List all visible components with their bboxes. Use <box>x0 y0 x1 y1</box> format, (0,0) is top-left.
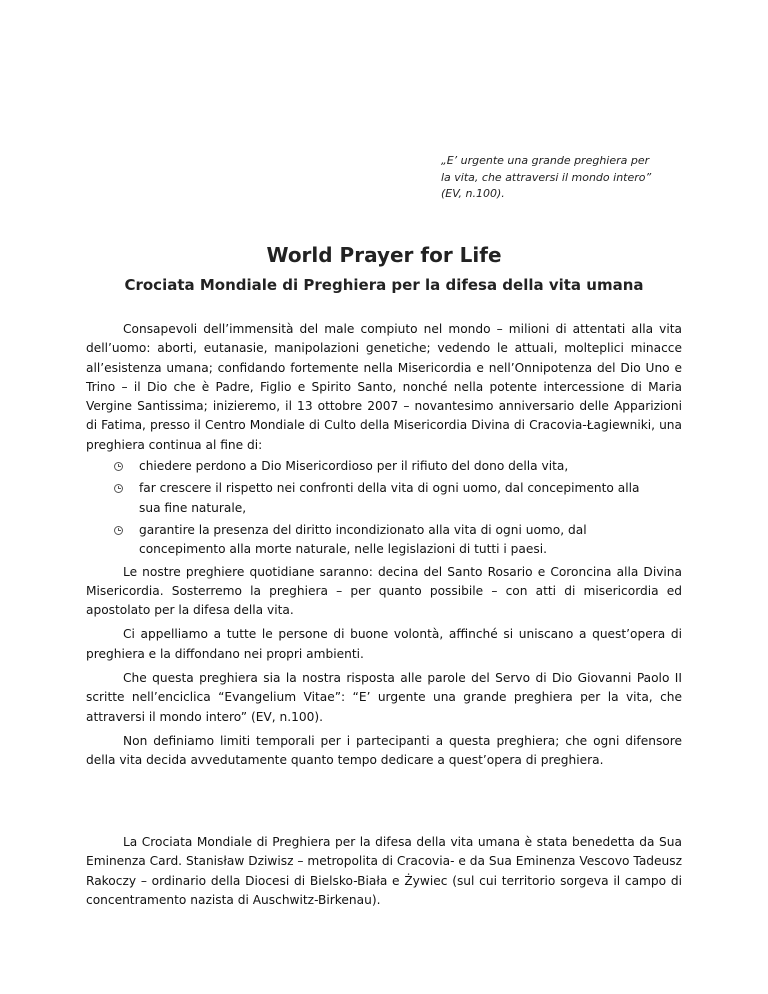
list-item <box>86 457 682 476</box>
clock-bullet-icon <box>114 462 123 471</box>
epigraph-citation: (EV, n.100). <box>441 187 505 200</box>
body-paragraph: Ci appelliamo a tutte le persone di buone volontà, affinché si uniscano a quest’opera di preghiera e la diffondano nei propri ambienti. <box>86 627 682 661</box>
clock-bullet-icon <box>114 526 123 535</box>
list-item <box>86 521 682 560</box>
epigraph-line: „E’ urgente una grande preghiera per <box>441 154 650 167</box>
document-subtitle: Crociata Mondiale di Preghiera per la difesa della vita umana <box>124 276 644 294</box>
body-paragraph: Che questa preghiera sia la nostra risposta alle parole del Servo di Dio Giovanni Paolo II scritte nell’enciclica “Evangelium Vitae”: “E’ urgente una grande preghiera per la vita, che attraversi il mondo intero” (EV, n.100). <box>86 671 682 724</box>
list-item-text: far crescere il rispetto nei confronti della vita di ogni uomo, dal concepimento alla sua fine naturale, <box>139 481 640 515</box>
intro-paragraph: Consapevoli dell’immensità del male compiuto nel mondo – milioni di attentati alla vita dell’uomo: aborti, eutanasie, manipolazioni genetiche; vedendo le attuali, molteplici minacce all’esistenza umana; confidando fortemente nella Misericordia e nell’Onnipotenza del Dio Uno e Trino – il Dio che è Padre, Figlio e Spirito Santo, nonché nella potente intercessione di Maria Vergine Santissima; inizieremo, il 13 ottobre 2007 – novantesimo anniversario delle Apparizioni di Fatima, presso il Centro Mondiale di Culto della Misericordia Divina di Cracovia-Łagiewniki, una preghiera continua al fine di: <box>86 322 682 452</box>
list-item <box>86 479 682 518</box>
list-item-text: chiedere perdono a Dio Misericordioso per il rifiuto del dono della vita, <box>139 459 569 474</box>
document-title: World Prayer for Life <box>266 243 502 267</box>
epigraph-line: la vita, che attraversi il mondo intero” <box>441 170 652 184</box>
body-paragraph: Le nostre preghiere quotidiane saranno: decina del Santo Rosario e Coroncina alla Divina Misericordia. Sosterremo la preghiera – per quanto possibile – con atti di misericordia ed apostolato per la difesa della vita. <box>86 564 682 618</box>
clock-bullet-icon <box>114 484 123 493</box>
closing-paragraph: La Crociata Mondiale di Preghiera per la difesa della vita umana è stata benedetta da Sua Eminenza Card. Stanisław Dziwisz – metropolita di Cracovia- e da Sua Eminenza Vescovo Tadeusz Rakoczy – ordinario della Diocesi di Bielsko-Biała e Żywiec (sul cui territorio sorgeva il campo di concentramento nazista di Auschwitz-Birkenau). <box>86 835 682 907</box>
document-body <box>86 320 682 776</box>
closing-section <box>86 833 682 910</box>
body-paragraph: Non definiamo limiti temporali per i partecipanti a questa preghiera; che ogni difensore della vita decida avvedutamente quanto tempo dedicare a quest’opera di preghiera. <box>86 733 682 768</box>
list-item-text: garantire la presenza del diritto incondizionato alla vita di ogni uomo, dal concepimento alla morte naturale, nelle legislazioni di tutti i paesi. <box>139 522 587 557</box>
purpose-list <box>86 457 682 559</box>
epigraph-quote <box>441 153 731 203</box>
